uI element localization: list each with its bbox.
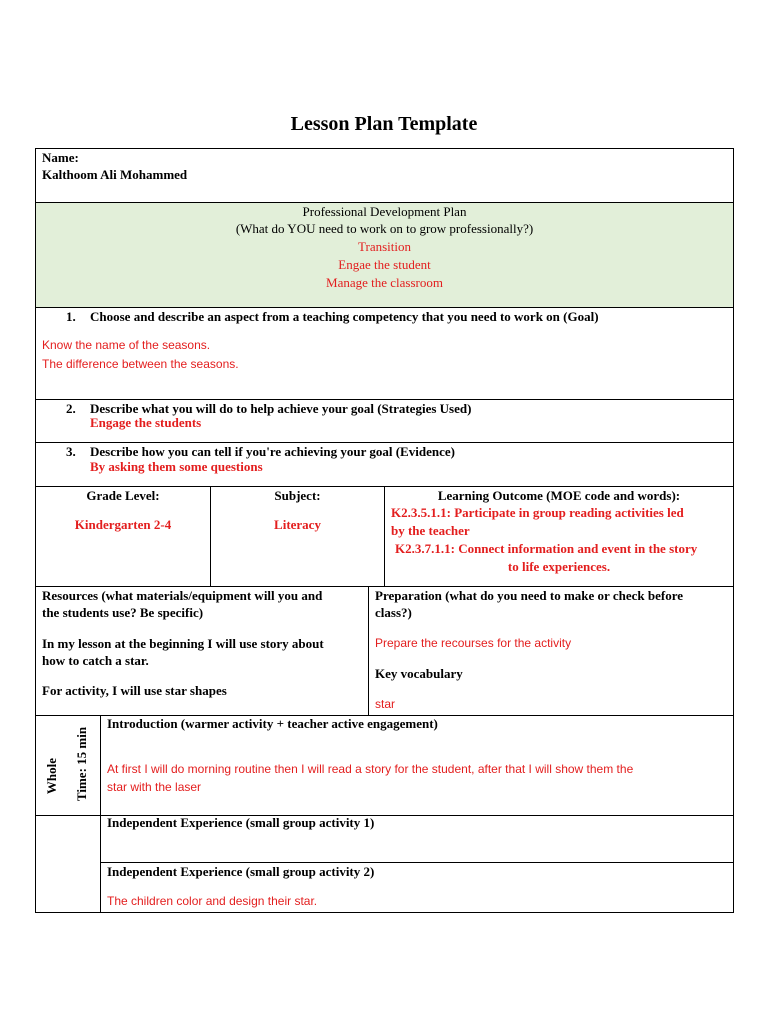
grade-value: Kindergarten 2-4 bbox=[74, 517, 172, 532]
resources-preparation-row bbox=[35, 586, 734, 716]
lesson-section bbox=[35, 715, 734, 913]
evidence-question: Describe how you can tell if you're achieving your goal (Evidence) bbox=[90, 444, 455, 459]
pdp-item: Engae the student bbox=[338, 257, 431, 272]
intro-answer: star with the laser bbox=[107, 780, 202, 794]
vocab-label: Key vocabulary bbox=[375, 666, 463, 681]
info-row bbox=[35, 486, 734, 587]
outcome-line: by the teacher bbox=[391, 523, 470, 538]
whole-label: Whole bbox=[44, 757, 59, 795]
grade-label: Grade Level: bbox=[86, 488, 160, 503]
name-value: Kalthoom Ali Mohammed bbox=[42, 167, 188, 182]
strategies-question: Describe what you will do to help achieve your goal (Strategies Used) bbox=[90, 401, 472, 416]
resources-label: Resources (what materials/equipment will you and bbox=[42, 588, 323, 603]
strategies-number: 2. bbox=[66, 401, 76, 416]
pdp-item: Transition bbox=[358, 239, 411, 254]
outcome-line: K2.3.5.1.1: Participate in group reading activities led bbox=[391, 505, 684, 520]
preparation-label: class?) bbox=[375, 605, 412, 620]
time-label: Time: 15 min bbox=[74, 726, 89, 802]
intro-label: Introduction (warmer activity + teacher active engagement) bbox=[107, 716, 438, 731]
outcome-label: Learning Outcome (MOE code and words): bbox=[437, 488, 681, 503]
pdp-item: Manage the classroom bbox=[326, 275, 443, 290]
pdp-question: (What do YOU need to work on to grow professionally?) bbox=[235, 221, 534, 236]
independent-activity-2-answer: The children color and design their star. bbox=[107, 894, 318, 908]
outcome-line: to life experiences. bbox=[507, 559, 611, 574]
evidence-number: 3. bbox=[66, 444, 76, 459]
goal-answer: The difference between the seasons. bbox=[42, 357, 239, 371]
independent-activity-2-label: Independent Experience (small group activity 2) bbox=[107, 864, 375, 879]
vocab-value: star bbox=[375, 697, 396, 711]
outcome-line: K2.3.7.1.1: Connect information and event in the story bbox=[395, 541, 698, 556]
resources-text: how to catch a star. bbox=[42, 653, 149, 668]
page-title: Lesson Plan Template bbox=[290, 113, 478, 135]
independent-activity-1-label: Independent Experience (small group activity 1) bbox=[107, 815, 375, 830]
preparation-label: Preparation (what do you need to make or check before bbox=[375, 588, 684, 603]
name-label: Name: bbox=[42, 150, 79, 165]
evidence-section bbox=[35, 442, 734, 487]
subject-label: Subject: bbox=[274, 488, 321, 503]
resources-text: For activity, I will use star shapes bbox=[42, 683, 227, 698]
preparation-answer: Prepare the recourses for the activity bbox=[375, 636, 572, 650]
goal-question: Choose and describe an aspect from a teaching competency that you need to work on (Goal) bbox=[90, 309, 599, 324]
strategies-answer: Engage the students bbox=[90, 415, 202, 430]
resources-label: the students use? Be specific) bbox=[42, 605, 204, 620]
pdp-section bbox=[35, 202, 734, 308]
subject-value: Literacy bbox=[274, 517, 321, 532]
name-section bbox=[35, 148, 734, 203]
intro-answer: At first I will do morning routine then I will read a story for the student, after that I will show them the bbox=[107, 762, 634, 776]
goal-section bbox=[35, 307, 734, 400]
evidence-answer: By asking them some questions bbox=[90, 459, 263, 474]
resources-text: In my lesson at the beginning I will use story about bbox=[42, 636, 324, 651]
strategies-section bbox=[35, 399, 734, 443]
pdp-heading: Professional Development Plan bbox=[302, 204, 467, 219]
goal-number: 1. bbox=[66, 309, 76, 324]
goal-answer: Know the name of the seasons. bbox=[42, 338, 211, 352]
